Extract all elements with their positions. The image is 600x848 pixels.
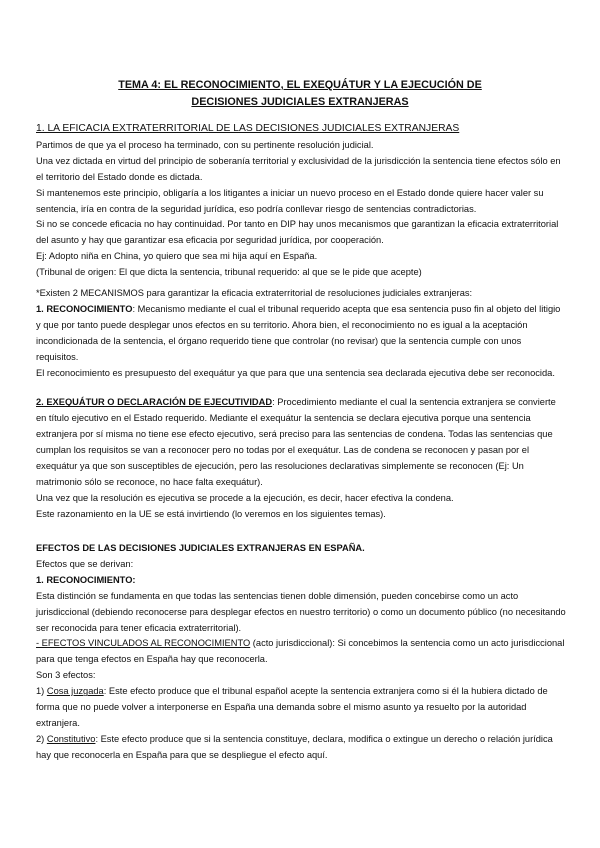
recognition-subheading: 1. RECONOCIMIENTO: xyxy=(36,574,136,585)
paragraph: (Tribunal de origen: El que dicta la sentencia, tribunal requerido: al que se le pide que acepte) xyxy=(36,267,422,278)
linked-effects-label: - EFECTOS VINCULADOS AL RECONOCIMIENTO xyxy=(36,638,251,649)
paragraph: Son 3 efectos: xyxy=(36,670,96,681)
mechanism-1-text: : Mecanismo mediante el cual el tribunal requerido acepta que esa sentencia puso fin al objeto del litigio y que por tanto puede desplegar unos efectos en su territorio. Ahora bien, el reconocimiento no es igual a la aceptación incondicionada de la sentencia, el órgano requerido tiene que controlar (no revisar) que la sentencia cumple con unos requisitos. xyxy=(36,303,561,362)
paragraph: Este razonamiento en la UE se está invirtiendo (lo veremos en los siguientes temas). xyxy=(36,508,386,519)
effect-2-text: : Este efecto produce que si la sentencia constituye, declara, modifica o extingue un derecho o relación jurídica hay que reconocerla en España para que se despliegue el efecto aquí. xyxy=(36,733,553,760)
mechanisms-intro: *Existen 2 MECANISMOS para garantizar la eficacia extraterritorial de resoluciones judiciales extranjeras: xyxy=(36,288,473,298)
mechanism-1-label: 1. RECONOCIMIENTO xyxy=(36,303,133,314)
effect-1-number: 1) xyxy=(36,686,47,697)
mechanism-2-label: 2. EXEQUÁTUR O DECLARACIÓN DE EJECUTIVIDAD xyxy=(36,397,273,408)
mechanisms-section xyxy=(36,286,566,523)
paragraph: El reconocimiento es presupuesto del exequátur ya que para que una sentencia sea declarada ejecutiva debe ser reconocida. xyxy=(36,367,555,378)
linked-effects xyxy=(36,636,566,668)
section-1-heading: 1. LA EFICACIA EXTRATERRITORIAL DE LAS DECISIONES JUDICIALES EXTRANJERAS xyxy=(36,123,460,134)
effect-2-label: Constitutivo xyxy=(46,733,96,744)
linked-effects-text: (acto jurisdiccional): Si concebimos la sentencia como un acto jurisdiccional para que tenga efectos en España hay que reconocerla. xyxy=(36,638,565,665)
mechanism-2-text: : Procedimiento mediante el cual la sentencia extranjera se convierte en título ejecutivo en el Estado requerido. Mediante el exequátur la sentencia se declara ejecutiva porque una sentencia extranjera por sí misma no tiene ese efecto ejecutivo, será preciso para las sentencias de condena. Todas las sentencias que cumplan los requisitos se van a reconocer pero no todas por el exequátur. Las de condena se reconocen y pasan por el exequátur ya que son susceptibles de ejecución, pero las resoluciones declarativas simplemente se reconocen (Ej: Un matrimonio sólo se reconoce, no hace falta exequátur). xyxy=(36,397,556,487)
paragraph: Esta distinción se fundamenta en que todas las sentencias tienen doble dimensión, pueden concebirse como un acto jurisdiccional (debiendo reconocerse para desplegar efectos en nuestro territorio) o como un documento público (no necesitando ser reconocida para tener eficacia extraterritorial). xyxy=(36,590,566,633)
paragraph: Una vez dictada en virtud del principio de soberanía territorial y exclusividad de la jurisdicción la sentencia tiene efectos sólo en el territorio del Estado donde es dictada. xyxy=(36,155,561,182)
effect-2 xyxy=(36,732,566,764)
paragraph: Si no se concede eficacia no hay continuidad. Por tanto en DIP hay unos mecanismos que garantizan la eficacia extraterritorial del asunto y hay que garantizar esa eficacia por seguridad jurídica, por cooperación. xyxy=(36,219,559,246)
effect-1-text: : Este efecto produce que el tribunal español acepte la sentencia extranjera como si él la hubiera dictado de forma que no puede volver a interponerse en España una demanda sobre el mismo asunto ya resuelto por la autoridad extranjera. xyxy=(36,686,548,728)
section-1 xyxy=(36,121,566,281)
effects-heading: EFECTOS DE LAS DECISIONES JUDICIALES EXTRANJERAS EN ESPAÑA. xyxy=(36,543,365,553)
paragraph: Efectos que se derivan: xyxy=(36,558,134,569)
paragraph: Una vez que la resolución es ejecutiva se procede a la ejecución, es decir, hacer efectiva la condena. xyxy=(36,492,454,503)
page-title xyxy=(60,77,540,111)
paragraph: Ej: Adopto niña en China, yo quiero que sea mi hija aquí en España. xyxy=(36,251,318,262)
effect-2-number: 2) xyxy=(36,733,47,744)
paragraph: Partimos de que ya el proceso ha terminado, con su pertinente resolución judicial. xyxy=(36,139,374,150)
mechanism-2 xyxy=(36,395,566,490)
paragraph: Si mantenemos este principio, obligaría a los litigantes a iniciar un nuevo proceso en el Estado donde quiere hacer valer su sentencia, iría en contra de la seguridad jurídica, eso podría conllevar riesgo de sentencias contradictorias. xyxy=(36,187,544,214)
title-line-2: DECISIONES JUDICIALES EXTRANJERAS xyxy=(191,96,409,108)
title-line-1: TEMA 4: EL RECONOCIMIENTO, EL EXEQUÁTUR Y LA EJECUCIÓN DE xyxy=(118,79,482,91)
effects-section xyxy=(36,541,566,764)
effect-1-label: Cosa juzgada xyxy=(46,686,104,697)
effect-1 xyxy=(36,684,566,732)
mechanism-1 xyxy=(36,302,566,366)
